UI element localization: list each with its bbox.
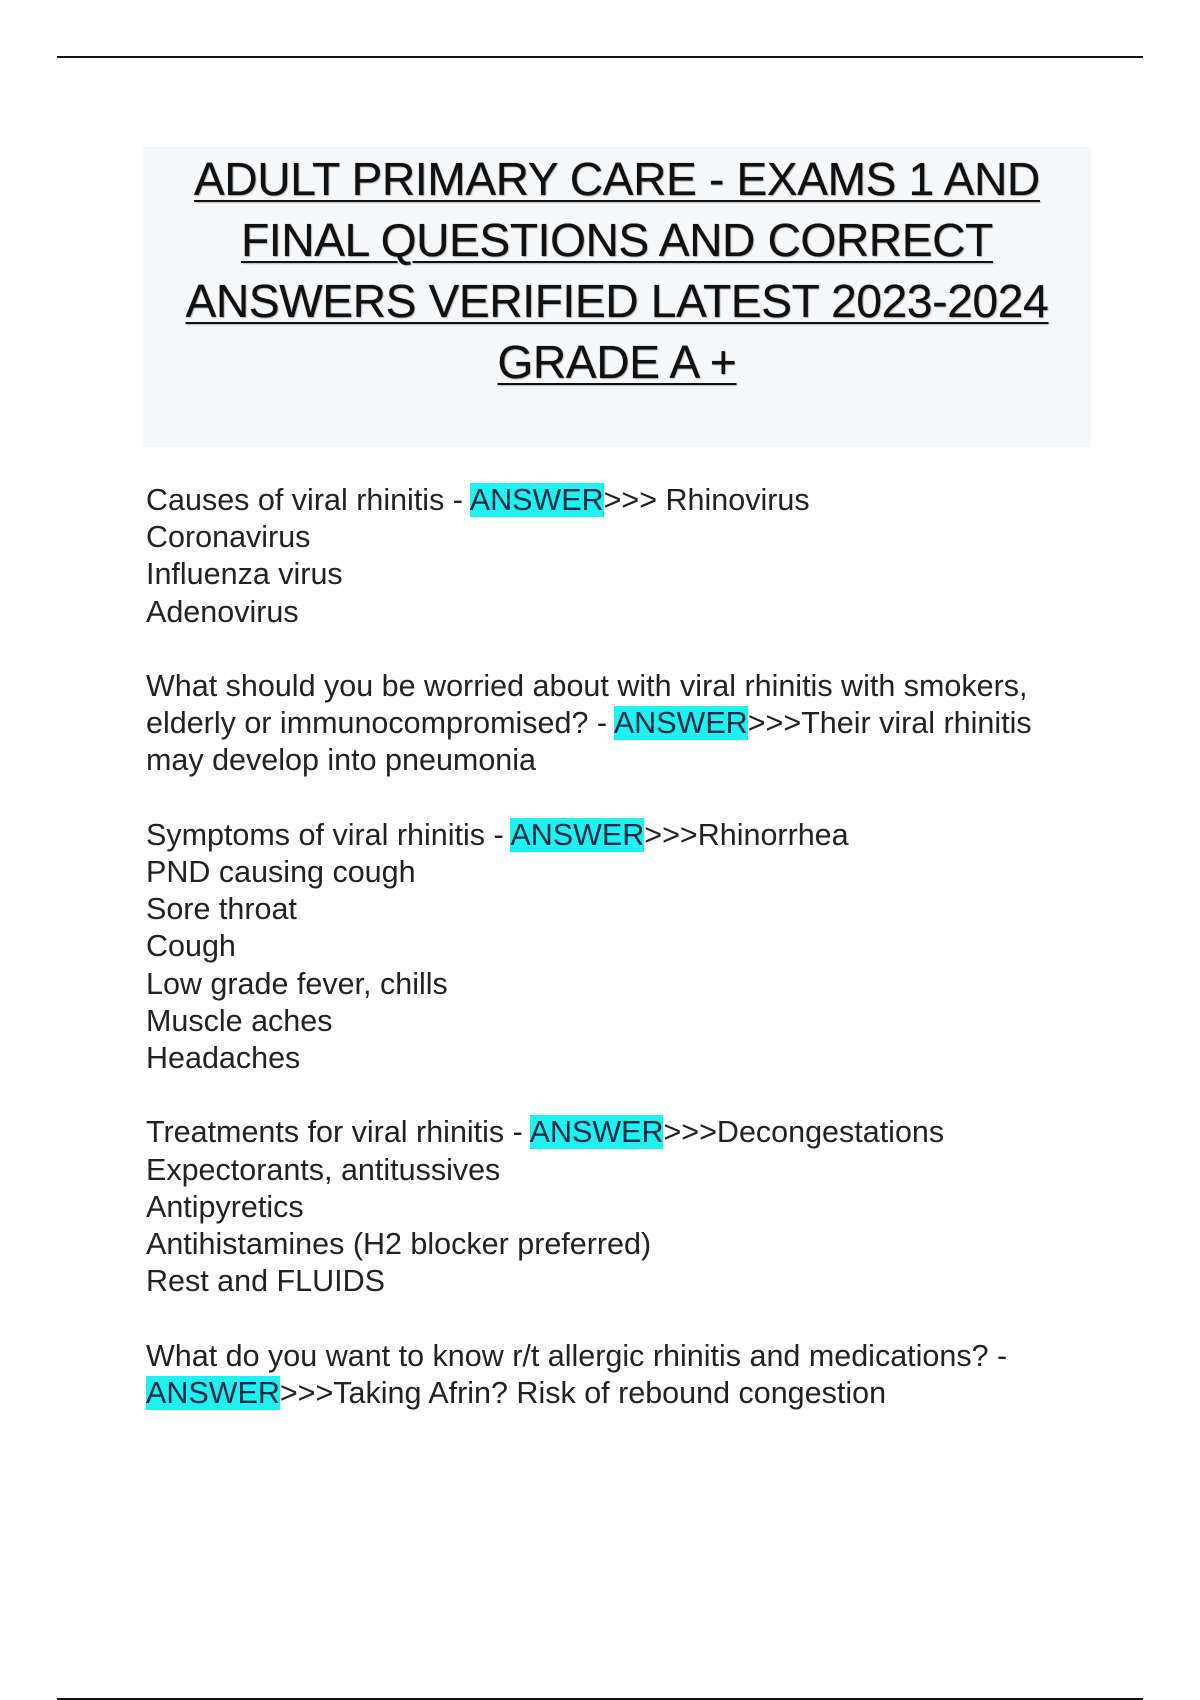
qa-line <box>146 1375 1146 1412</box>
title-line: ADULT PRIMARY CARE - EXAMS 1 AND <box>194 153 1040 205</box>
answer-line: may develop into pneumonia <box>146 743 536 778</box>
top-divider <box>57 56 1143 58</box>
answer-line: Coronavirus <box>146 520 311 555</box>
answer-line: Muscle aches <box>146 1003 333 1038</box>
answer-line: Sore throat <box>146 892 297 927</box>
qa-item <box>146 1114 1146 1300</box>
answer-label: ANSWER <box>146 1375 280 1410</box>
answer-line: PND causing cough <box>146 855 416 889</box>
answer-text: >>> Rhinovirus <box>603 483 810 517</box>
answer-line: Rest and FLUIDS <box>146 1264 386 1299</box>
question-text: Treatments for viral rhinitis - <box>146 1115 530 1150</box>
answer-line: Adenovirus <box>146 594 299 629</box>
answer-line: Antipyretics <box>146 1189 304 1224</box>
answer-text: >>>Decongestations <box>663 1115 945 1150</box>
answer-label: ANSWER <box>613 706 748 741</box>
title-banner <box>143 147 1091 447</box>
qa-item <box>146 668 1146 780</box>
question-text: Causes of viral rhinitis - <box>146 483 470 517</box>
title-line: FINAL QUESTIONS AND CORRECT <box>241 214 993 266</box>
qa-item <box>146 817 1146 1077</box>
question-text: Symptoms of viral rhinitis - <box>146 817 511 852</box>
question-line: What should you be worried about with viral rhinitis with smokers, <box>146 669 1028 703</box>
title-line: GRADE A + <box>497 336 737 388</box>
qa-line <box>146 1114 1146 1151</box>
answer-text: >>>Their viral rhinitis <box>747 706 1032 741</box>
answer-label: ANSWER <box>510 817 645 852</box>
answer-line: Antihistamines (H2 blocker preferred) <box>146 1227 652 1262</box>
answer-line: Influenza virus <box>146 557 343 592</box>
qa-item <box>146 482 1146 631</box>
question-line: What do you want to know r/t allergic rhinitis and medications? - <box>146 1338 1008 1373</box>
answer-text: >>>Taking Afrin? Risk of rebound congestion <box>279 1375 887 1410</box>
answer-line: Headaches <box>146 1041 301 1076</box>
title-line: ANSWERS VERIFIED LATEST 2023-2024 <box>185 275 1049 327</box>
qa-list <box>146 482 1146 1449</box>
document-title <box>143 147 1091 393</box>
qa-line <box>146 705 1146 742</box>
answer-label: ANSWER <box>469 483 604 517</box>
qa-item <box>146 1338 1146 1412</box>
qa-line <box>146 482 1146 519</box>
answer-line: Low grade fever, chills <box>146 966 448 1001</box>
answer-line: Expectorants, antitussives <box>146 1152 501 1187</box>
answer-line: Cough <box>146 929 236 964</box>
qa-line <box>146 817 1146 854</box>
answer-text: >>>Rhinorrhea <box>644 817 849 852</box>
question-text: elderly or immunocompromised? - <box>146 706 614 741</box>
answer-label: ANSWER <box>529 1115 664 1150</box>
